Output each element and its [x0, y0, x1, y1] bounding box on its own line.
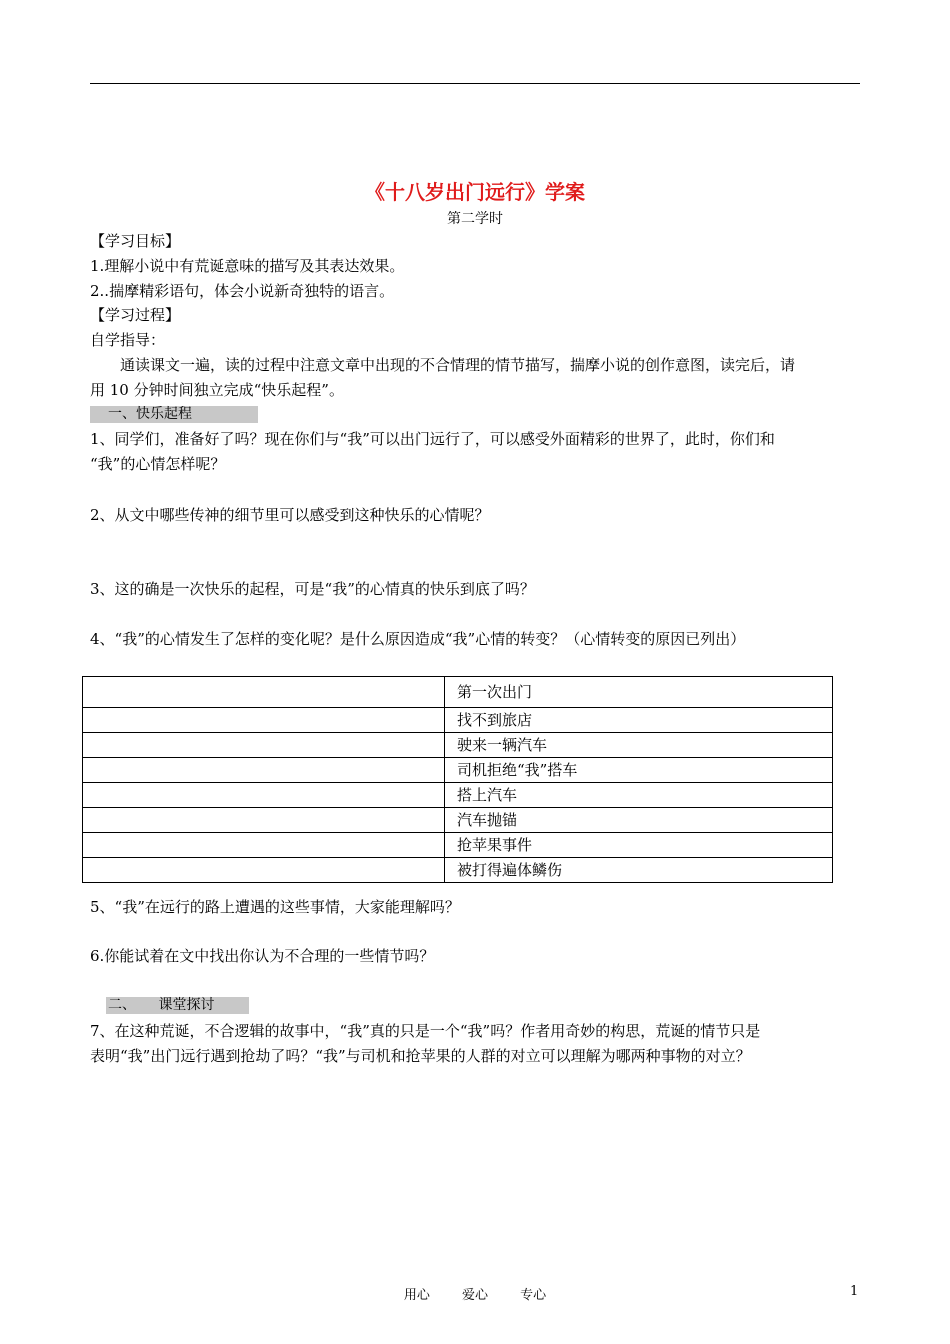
- table-cell-blank: [83, 783, 445, 808]
- table-row: [83, 783, 833, 808]
- table-row: [83, 708, 833, 733]
- question-4: 4、“我”的心情发生了怎样的变化呢？是什么原因造成“我”心情的转变？（心情转变的原因已列出）: [90, 630, 746, 648]
- table-row: [83, 677, 833, 708]
- table-cell-blank: [83, 708, 445, 733]
- table-cell-event: 搭上汽车: [445, 783, 833, 808]
- process-heading: 【学习过程】: [90, 306, 181, 324]
- table-cell-event: 第一次出门: [445, 677, 833, 708]
- table-cell-blank: [83, 733, 445, 758]
- guide-line-1: 通读课文一遍，读的过程中注意文章中出现的不合情理的情节描写，揣摩小说的创作意图，读完后，请: [90, 356, 796, 374]
- table-cell-blank: [83, 677, 445, 708]
- goal-2: 2..揣摩精彩语句，体会小说新奇独特的语言。: [90, 282, 395, 300]
- question-2: 2、从文中哪些传神的细节里可以感受到这种快乐的心情呢？: [90, 506, 490, 524]
- guide-label: 自学指导：: [90, 331, 166, 349]
- table-cell-event: 被打得遍体鳞伤: [445, 858, 833, 883]
- question-1-line-2: “我”的心情怎样呢？: [90, 455, 226, 473]
- table-cell-blank: [83, 808, 445, 833]
- table-row: [83, 833, 833, 858]
- section-2-number: 二、: [108, 997, 136, 1013]
- table-row: [83, 808, 833, 833]
- table-row: [83, 858, 833, 883]
- table-cell-blank: [83, 758, 445, 783]
- guide-line-2: 用 10 分钟时间独立完成“快乐起程”。: [90, 381, 344, 399]
- header-rule: [90, 83, 860, 84]
- footer-text-1: 用心: [403, 1288, 430, 1303]
- goals-heading: 【学习目标】: [90, 232, 181, 250]
- question-1-line-1: 1、同学们，准备好了吗？现在你们与“我”可以出门远行了，可以感受外面精彩的世界了，此时，你们和: [90, 430, 775, 448]
- section-1-header: [90, 406, 258, 423]
- page-number: 1: [850, 1284, 859, 1299]
- section-2-title: 课堂探讨: [158, 997, 215, 1013]
- table-cell-event: 找不到旅店: [445, 708, 833, 733]
- table-cell-event: 司机拒绝“我”搭车: [445, 758, 833, 783]
- events-table: [82, 676, 833, 883]
- table-cell-event: 抢苹果事件: [445, 833, 833, 858]
- question-5: 5、“我”在远行的路上遭遇的这些事情，大家能理解吗？: [90, 898, 460, 916]
- footer-text-2: 爱心: [461, 1288, 488, 1303]
- table-cell-event: 汽车抛锚: [445, 808, 833, 833]
- question-7-line-1: 7、在这种荒诞，不合逻辑的故事中，“我”真的只是一个“我”吗？作者用奇妙的构思，荒诞的情节只是: [90, 1022, 761, 1040]
- footer-text-3: 专心: [520, 1288, 547, 1303]
- question-3: 3、这的确是一次快乐的起程，可是“我”的心情真的快乐到底了吗？: [90, 580, 535, 598]
- question-6: 6.你能试着在文中找出你认为不合理的一些情节吗？: [90, 947, 435, 965]
- page-title: 《十八岁出门远行》学案: [365, 180, 585, 204]
- question-7-line-2: 表明“我”出门远行遇到抢劫了吗？“我”与司机和抢苹果的人群的对立可以理解为哪两种事物的对立？: [90, 1047, 751, 1065]
- table-row: [83, 733, 833, 758]
- table-row: [83, 758, 833, 783]
- table-cell-blank: [83, 833, 445, 858]
- footer: [0, 1284, 950, 1303]
- table-cell-blank: [83, 858, 445, 883]
- section-2-header: [106, 997, 249, 1014]
- goal-1: 1.理解小说中有荒诞意味的描写及其表达效果。: [90, 257, 405, 275]
- page-subtitle: 第二学时: [447, 211, 503, 227]
- section-1-title: 一、快乐起程: [108, 406, 192, 422]
- table-cell-event: 驶来一辆汽车: [445, 733, 833, 758]
